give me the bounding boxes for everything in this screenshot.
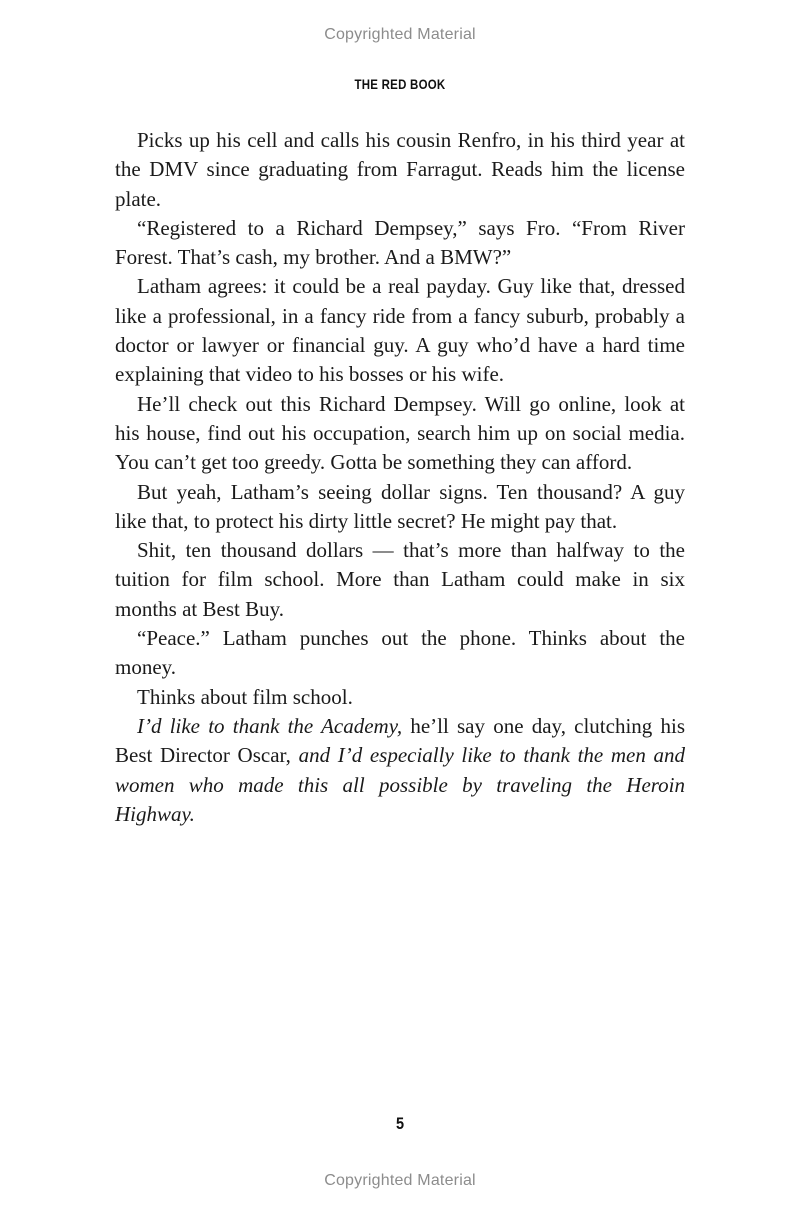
body-text xyxy=(115,126,685,829)
paragraph: But yeah, Latham’s seeing dollar signs. Ten thousand? A guy like that, to protect his dirty little secret? He might pay that. xyxy=(115,479,685,533)
paragraph: “Registered to a Richard Dempsey,” says Fro. “From River Forest. That’s cash, my brother. And a BMW?” xyxy=(115,215,685,270)
paragraph: He’ll check out this Richard Dempsey. Will go online, look at his house, find out his occupation, search him up on social media. You can’t get too greedy. Gotta be something they can afford. xyxy=(115,391,685,475)
copyright-watermark-top: Copyrighted Material xyxy=(324,26,476,43)
italic-quote-start: I’d like to thank the Academy, xyxy=(137,713,403,738)
paragraph: Picks up his cell and calls his cousin Renfro, in his third year at the DMV since graduating from Farragut. Reads him the license plate. xyxy=(115,128,685,211)
running-head: THE RED BOOK xyxy=(354,76,446,92)
paragraph: “Peace.” Latham punches out the phone. Thinks about the money. xyxy=(115,626,685,680)
paragraph: Shit, ten thousand dollars — that’s more than halfway to the tuition for film school. More than Latham could make in six months at Best Buy. xyxy=(115,538,685,621)
page-number: 5 xyxy=(395,1114,405,1133)
narration-text: he’ll say one day, clutching his Best Director Oscar, xyxy=(115,713,685,768)
copyright-watermark-bottom: Copyrighted Material xyxy=(324,1172,476,1189)
paragraph: Latham agrees: it could be a real payday. Guy like that, dressed like a professional, in a fancy ride from a fancy suburb, probably a doctor or lawyer or financial guy. A guy who’d have a hard time explaining that video to his bosses or his wife. xyxy=(115,274,685,387)
italic-quote-end: and I’d especially like to thank the men and women who made this all possible by traveling the Heroin Highway. xyxy=(115,743,685,826)
paragraph: Thinks about film school. xyxy=(137,684,353,709)
final-paragraph xyxy=(115,712,685,829)
